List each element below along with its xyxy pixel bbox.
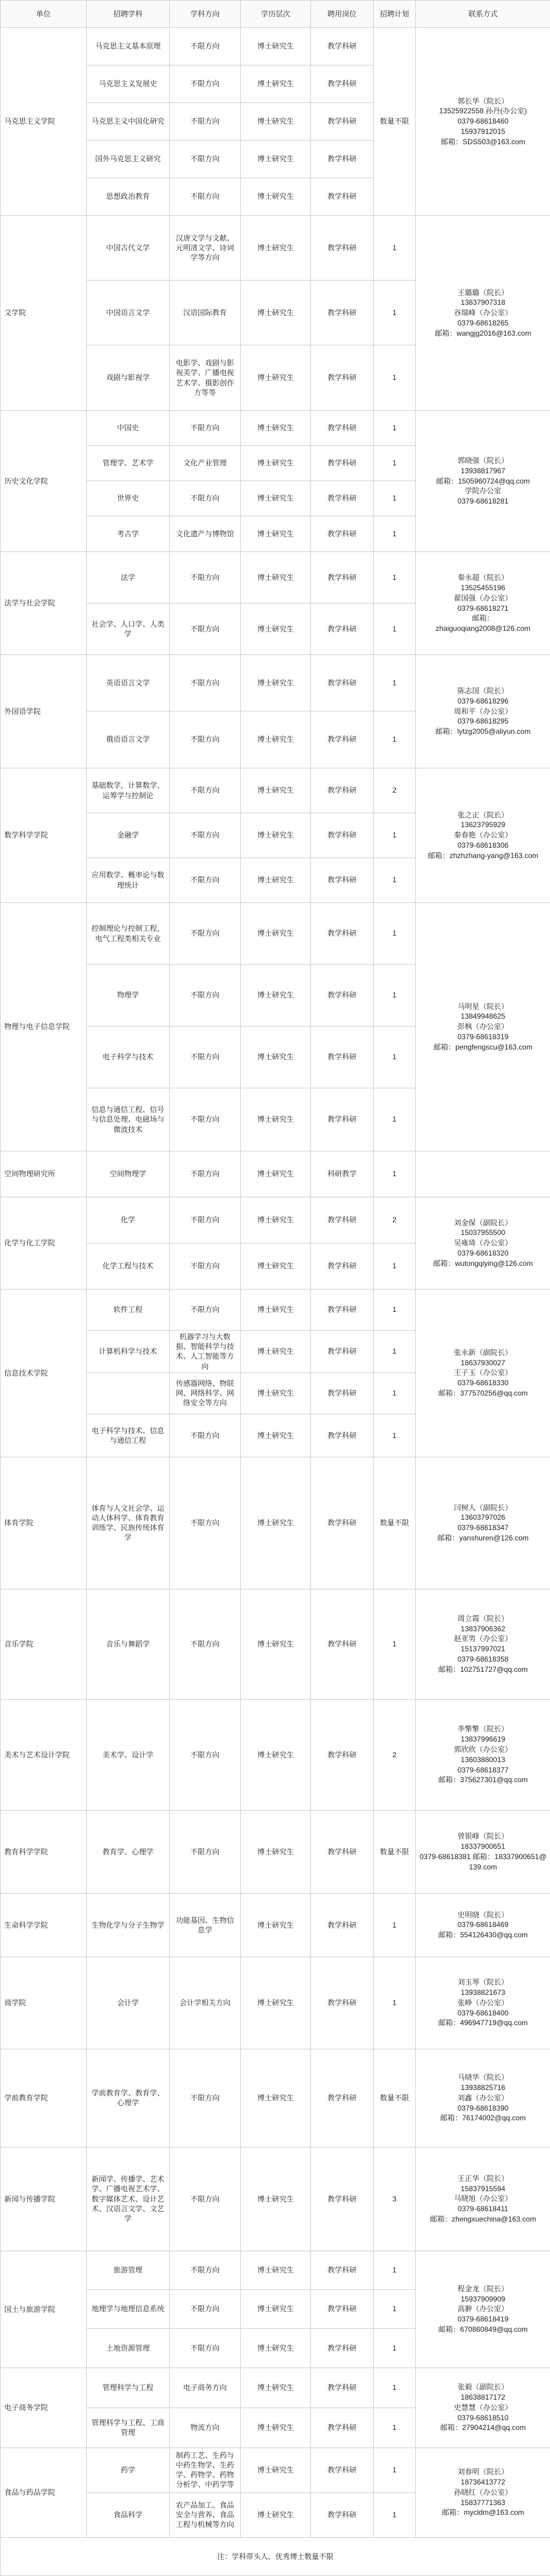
post-cell: 教学科研 [311, 2049, 374, 2147]
post-cell: 教学科研 [311, 216, 374, 281]
post-cell: 教学科研 [311, 711, 374, 768]
unit-name: 商学院 [1, 1957, 87, 2049]
contact-cell: 曾银峰（院长） 18337900651 0379-68618381 邮箱：18337900651@139.com [416, 1810, 550, 1893]
unit-name: 电子商务学院 [1, 2368, 87, 2448]
direction-cell: 不限方向 [170, 768, 241, 813]
plan-cell: 1 [374, 281, 416, 345]
subject-cell: 会计学 [87, 1957, 170, 2049]
contact-cell: 马明星（院长） 13849948625 彭枫（办公室） 0379-68618319 邮箱：pengfengscu@163.com [416, 903, 550, 1151]
plan-cell: 1 [374, 1088, 416, 1151]
unit-name: 文学院 [1, 216, 87, 411]
post-cell: 教学科研 [311, 1027, 374, 1088]
subject-cell: 中国语言文学 [87, 281, 170, 345]
plan-cell: 1 [374, 552, 416, 604]
plan-cell: 1 [374, 1290, 416, 1331]
plan-cell: 1 [374, 903, 416, 965]
contact-cell: 郭晓强（院长） 13938817967 邮箱：1505960724@qq.com 学院办公室 0379-68618281 [416, 411, 550, 552]
subject-cell: 药学 [87, 2448, 170, 2492]
plan-cell: 1 [374, 2408, 416, 2448]
degree-cell: 博士研究生 [241, 2147, 311, 2251]
footer-row [1, 2537, 550, 2575]
post-cell: 教学科研 [311, 1699, 374, 1810]
degree-cell: 博士研究生 [241, 141, 311, 178]
plan-cell: 1 [374, 1151, 416, 1197]
table-row [1, 2147, 550, 2251]
direction-cell: 电子商务方向 [170, 2368, 241, 2408]
post-cell: 教学科研 [311, 481, 374, 516]
header-unit: 单位 [1, 1, 87, 28]
contact-cell: 李擎擎（院长） 13837996619 郭欣欣（办公室） 13603880013 0379-68618377 邮箱：375627301@qq.com [416, 1699, 550, 1810]
direction-cell: 不限方向 [170, 1457, 241, 1589]
plan-cell: 1 [374, 711, 416, 768]
direction-cell: 不限方向 [170, 903, 241, 965]
post-cell: 教学科研 [311, 446, 374, 481]
subject-cell: 新闻学、传播学、艺术学、广播电视艺术学、数字媒体艺术、设计艺术、汉语言文学、文艺学 [87, 2147, 170, 2251]
header-direction: 学科方向 [170, 1, 241, 28]
table-row [1, 1589, 550, 1699]
post-cell: 教学科研 [311, 813, 374, 858]
degree-cell: 博士研究生 [241, 516, 311, 552]
direction-cell: 不限方向 [170, 481, 241, 516]
degree-cell: 博士研究生 [241, 411, 311, 446]
degree-cell: 博士研究生 [241, 2049, 311, 2147]
degree-cell: 博士研究生 [241, 552, 311, 604]
degree-cell: 博士研究生 [241, 1699, 311, 1810]
degree-cell: 博士研究生 [241, 2289, 311, 2328]
degree-cell: 博士研究生 [241, 903, 311, 965]
degree-cell: 博士研究生 [241, 178, 311, 216]
plan-cell: 1 [374, 1373, 416, 1414]
plan-cell: 数量不限 [374, 28, 416, 216]
subject-cell: 土地资源管理 [87, 2328, 170, 2368]
subject-cell: 管理学、艺术学 [87, 446, 170, 481]
direction-cell: 不限方向 [170, 1088, 241, 1151]
subject-cell: 地理学与地理信息系统 [87, 2289, 170, 2328]
post-cell: 教学科研 [311, 1331, 374, 1373]
direction-cell: 不限方向 [170, 65, 241, 103]
subject-cell: 马克思主义中国化研究 [87, 103, 170, 141]
contact-cell: 刘春明（院长） 18736413772 孙晓红（办公室） 15837771363 邮箱：mycldm@163.com [416, 2448, 550, 2537]
unit-name: 数学科学学院 [1, 768, 87, 903]
table-header-row [1, 1, 550, 28]
contact-cell [416, 1151, 550, 1197]
subject-cell: 应用数学、概率论与数理统计 [87, 858, 170, 903]
degree-cell: 博士研究生 [241, 345, 311, 411]
subject-cell: 化学工程与技术 [87, 1243, 170, 1290]
unit-name: 教育科学学院 [1, 1810, 87, 1893]
direction-cell: 不限方向 [170, 2147, 241, 2251]
direction-cell: 农产品加工、食品安全与营养、食品工程与机械等方向 [170, 2492, 241, 2537]
contact-cell: 史明晓（院长） 0379-68618469 邮箱：554126430@qq.com [416, 1893, 550, 1957]
direction-cell: 不限方向 [170, 858, 241, 903]
post-cell: 教学科研 [311, 178, 374, 216]
plan-cell: 1 [374, 1589, 416, 1699]
post-cell: 教学科研 [311, 28, 374, 65]
table-row [1, 1290, 550, 1331]
plan-cell: 1 [374, 1414, 416, 1457]
direction-cell: 不限方向 [170, 1810, 241, 1893]
header-plan: 招聘计划 [374, 1, 416, 28]
header-contact: 联系方式 [416, 1, 550, 28]
table-row [1, 216, 550, 281]
subject-cell: 戏剧与影视学 [87, 345, 170, 411]
subject-cell: 管理科学与工程、工商管理 [87, 2408, 170, 2448]
contact-cell: 张永新（副院长） 18637930027 王子玉（办公室） 0379-68618330 邮箱：377570256@qq.com [416, 1290, 550, 1457]
degree-cell: 博士研究生 [241, 1088, 311, 1151]
post-cell: 教学科研 [311, 1893, 374, 1957]
direction-cell: 机器学习与大数据、智能科学与技术、人工智能等方向 [170, 1331, 241, 1373]
direction-cell: 不限方向 [170, 552, 241, 604]
plan-cell: 1 [374, 2448, 416, 2492]
unit-name: 新闻与传播学院 [1, 2147, 87, 2251]
post-cell: 教学科研 [311, 2328, 374, 2368]
table-row [1, 2251, 550, 2289]
direction-cell: 物流方向 [170, 2408, 241, 2448]
direction-cell: 传感器网络、物联网、网络科学、网络安全等方向 [170, 1373, 241, 1414]
plan-cell: 1 [374, 655, 416, 711]
plan-cell: 2 [374, 1699, 416, 1810]
degree-cell: 博士研究生 [241, 28, 311, 65]
contact-cell: 王正华（院长） 15837915594 马晓旭（办公室） 0379-68618411 邮箱：zhengxuechina@163.com [416, 2147, 550, 2251]
degree-cell: 博士研究生 [241, 446, 311, 481]
post-cell: 教学科研 [311, 2408, 374, 2448]
contact-cell: 陈志国（院长） 0379-68618296 周和平（办公室） 0379-68618295 邮箱：lytzg2005@aliyun.com [416, 655, 550, 768]
contact-cell: 刘金保（副院长） 15037955500 吴雍琦（办公室） 0379-68618320 邮箱：wutongqiying@126.com [416, 1197, 550, 1290]
direction-cell: 制药工艺、生药与中药生物学、生药学、药物学、药物分析学、中药学等 [170, 2448, 241, 2492]
direction-cell: 不限方向 [170, 1699, 241, 1810]
table-row [1, 28, 550, 65]
subject-cell: 学前教育学、教育学、心理学 [87, 2049, 170, 2147]
post-cell: 教学科研 [311, 281, 374, 345]
subject-cell: 生物化学与分子生物学 [87, 1893, 170, 1957]
unit-name: 马克思主义学院 [1, 28, 87, 216]
table-row [1, 1457, 550, 1589]
unit-name: 化学与化工学院 [1, 1197, 87, 1290]
plan-cell: 2 [374, 1197, 416, 1243]
table-row [1, 655, 550, 711]
degree-cell: 博士研究生 [241, 481, 311, 516]
direction-cell: 不限方向 [170, 103, 241, 141]
subject-cell: 体育与人文社会学、运动人体科学、体育教育训练学、民族传统体育学 [87, 1457, 170, 1589]
plan-cell: 1 [374, 411, 416, 446]
subject-cell: 化学 [87, 1197, 170, 1243]
post-cell: 科研教学 [311, 1151, 374, 1197]
subject-cell [87, 1373, 170, 1414]
post-cell: 教学科研 [311, 1290, 374, 1331]
table-row [1, 1957, 550, 2049]
degree-cell: 博士研究生 [241, 655, 311, 711]
post-cell: 教学科研 [311, 1088, 374, 1151]
post-cell: 教学科研 [311, 1457, 374, 1589]
degree-cell: 博士研究生 [241, 1331, 311, 1373]
plan-cell: 1 [374, 2251, 416, 2289]
direction-cell: 不限方向 [170, 1589, 241, 1699]
direction-cell: 汉语国际教育 [170, 281, 241, 345]
unit-name: 空间物理研究所 [1, 1151, 87, 1197]
unit-name: 美术与艺术设计学院 [1, 1699, 87, 1810]
contact-cell: 程金龙（院长） 15937909909 高翀（办公室） 0379-68618419 邮箱：670860849@qq.com [416, 2251, 550, 2368]
unit-name: 法学与社会学院 [1, 552, 87, 655]
contact-cell: 闫树人（副院长） 13603797026 0379-68618347 邮箱：yanshuren@126.com [416, 1457, 550, 1589]
table-row [1, 2049, 550, 2147]
direction-cell: 不限方向 [170, 655, 241, 711]
subject-cell: 中国古代文学 [87, 216, 170, 281]
table-row [1, 1893, 550, 1957]
table-row [1, 768, 550, 813]
degree-cell: 博士研究生 [241, 1414, 311, 1457]
direction-cell: 不限方向 [170, 2049, 241, 2147]
post-cell: 教学科研 [311, 965, 374, 1027]
subject-cell: 电子科学与技术 [87, 1027, 170, 1088]
footer-note: 注：学科带头人、优秀博士数量不限 [1, 2537, 550, 2575]
table-row [1, 2368, 550, 2408]
plan-cell: 1 [374, 604, 416, 655]
degree-cell: 博士研究生 [241, 281, 311, 345]
post-cell: 教学科研 [311, 1957, 374, 2049]
unit-name: 学前教育学院 [1, 2049, 87, 2147]
subject-cell: 物理学 [87, 965, 170, 1027]
direction-cell: 不限方向 [170, 411, 241, 446]
table-row [1, 411, 550, 446]
plan-cell: 1 [374, 345, 416, 411]
table-body [1, 28, 550, 2538]
post-cell: 教学科研 [311, 2492, 374, 2537]
unit-name: 物理与电子信息学院 [1, 903, 87, 1151]
subject-cell: 食品科学 [87, 2492, 170, 2537]
degree-cell: 博士研究生 [241, 65, 311, 103]
table-row [1, 552, 550, 604]
post-cell: 教学科研 [311, 903, 374, 965]
degree-cell: 博士研究生 [241, 2251, 311, 2289]
plan-cell: 数量不限 [374, 1457, 416, 1589]
direction-cell: 功能基因、生物信息学 [170, 1893, 241, 1957]
post-cell: 教学科研 [311, 2251, 374, 2289]
direction-cell: 不限方向 [170, 28, 241, 65]
plan-cell: 1 [374, 813, 416, 858]
post-cell: 教学科研 [311, 1414, 374, 1457]
plan-cell: 数量不限 [374, 1810, 416, 1893]
direction-cell: 会计学相关方向 [170, 1957, 241, 2049]
degree-cell: 博士研究生 [241, 1589, 311, 1699]
contact-cell: 张之正（院长） 13623795929 秦春艳（办公室） 0379-68618306 邮箱：zhzhzhang-yang@163.com [416, 768, 550, 903]
post-cell: 教学科研 [311, 655, 374, 711]
subject-cell: 法学 [87, 552, 170, 604]
degree-cell: 博士研究生 [241, 2408, 311, 2448]
subject-cell: 计算机科学与技术 [87, 1331, 170, 1373]
post-cell: 教学科研 [311, 768, 374, 813]
degree-cell: 博士研究生 [241, 2492, 311, 2537]
direction-cell: 不限方向 [170, 1290, 241, 1331]
subject-cell: 美术学、设计学 [87, 1699, 170, 1810]
post-cell: 教学科研 [311, 516, 374, 552]
post-cell: 教学科研 [311, 345, 374, 411]
direction-cell: 不限方向 [170, 178, 241, 216]
subject-cell: 国外马克思主义研究 [87, 141, 170, 178]
header-degree: 学历层次 [241, 1, 311, 28]
direction-cell: 不限方向 [170, 141, 241, 178]
unit-name: 食品与药品学院 [1, 2448, 87, 2537]
subject-cell: 俄语语言文学 [87, 711, 170, 768]
table-row [1, 1810, 550, 1893]
unit-name: 外国语学院 [1, 655, 87, 768]
degree-cell: 博士研究生 [241, 1151, 311, 1197]
degree-cell: 博士研究生 [241, 1197, 311, 1243]
subject-cell: 思想政治教育 [87, 178, 170, 216]
direction-cell: 不限方向 [170, 1243, 241, 1290]
direction-cell: 电影学、戏剧与影视美学、广播电视艺术学、摄影创作方等等 [170, 345, 241, 411]
subject-cell: 控制理论与控制工程，电气工程类相关专业 [87, 903, 170, 965]
plan-cell: 1 [374, 481, 416, 516]
direction-cell: 不限方向 [170, 1027, 241, 1088]
subject-cell: 基础数学，计算数学，运筹学与控制论 [87, 768, 170, 813]
contact-cell: 张毅（副院长） 18638817172 史慧慧（办公室） 0379-68618510 邮箱：27904214@qq.com [416, 2368, 550, 2448]
post-cell: 教学科研 [311, 604, 374, 655]
unit-name: 信息技术学院 [1, 1290, 87, 1457]
post-cell: 教学科研 [311, 1373, 374, 1414]
degree-cell: 博士研究生 [241, 1457, 311, 1589]
degree-cell: 博士研究生 [241, 1810, 311, 1893]
subject-cell: 空间物理学 [87, 1151, 170, 1197]
degree-cell: 博士研究生 [241, 1290, 311, 1331]
header-post: 聘用岗位 [311, 1, 374, 28]
table-row [1, 1699, 550, 1810]
plan-cell: 1 [374, 216, 416, 281]
subject-cell: 软件工程 [87, 1290, 170, 1331]
degree-cell: 博士研究生 [241, 965, 311, 1027]
plan-cell: 3 [374, 2147, 416, 2251]
degree-cell: 博士研究生 [241, 216, 311, 281]
post-cell: 教学科研 [311, 2368, 374, 2408]
table-row [1, 1151, 550, 1197]
subject-cell: 世界史 [87, 481, 170, 516]
post-cell: 教学科研 [311, 2147, 374, 2251]
degree-cell: 博士研究生 [241, 1373, 311, 1414]
plan-cell: 1 [374, 2328, 416, 2368]
table-row [1, 2448, 550, 2492]
plan-cell: 1 [374, 516, 416, 552]
subject-cell: 电子科学与技术、信息与通信工程 [87, 1414, 170, 1457]
degree-cell: 博士研究生 [241, 2368, 311, 2408]
degree-cell: 博士研究生 [241, 1243, 311, 1290]
degree-cell: 博士研究生 [241, 858, 311, 903]
direction-cell: 不限方向 [170, 2289, 241, 2328]
post-cell: 教学科研 [311, 103, 374, 141]
post-cell: 教学科研 [311, 1197, 374, 1243]
plan-cell: 1 [374, 1893, 416, 1957]
subject-cell: 管理科学与工程 [87, 2368, 170, 2408]
post-cell: 教学科研 [311, 65, 374, 103]
degree-cell: 博士研究生 [241, 1893, 311, 1957]
table-row [1, 903, 550, 965]
direction-cell: 不限方向 [170, 1151, 241, 1197]
plan-cell: 数量不限 [374, 2049, 416, 2147]
post-cell: 教学科研 [311, 1810, 374, 1893]
direction-cell: 不限方向 [170, 1197, 241, 1243]
contact-cell: 刘玉琴（院长） 13938821673 张峥（办公室） 0379-68618400 邮箱：496947719@qq.com [416, 1957, 550, 2049]
degree-cell: 博士研究生 [241, 2328, 311, 2368]
unit-name: 历史文化学院 [1, 411, 87, 552]
contact-cell: 秦永超（院长） 13525455196 翟国强（办公室） 0379-68618271 邮箱： zhaiguoqiang2008@126.com [416, 552, 550, 655]
plan-cell: 1 [374, 1331, 416, 1373]
degree-cell: 博士研究生 [241, 813, 311, 858]
direction-cell: 汉唐文学与文献、元明清文学、诗词学等方向 [170, 216, 241, 281]
direction-cell: 文化遗产与博物馆 [170, 516, 241, 552]
plan-cell: 1 [374, 965, 416, 1027]
subject-cell: 信息与通信工程、信号与信息处理、电磁场与微波技术 [87, 1088, 170, 1151]
subject-cell: 马克思主义基本原理 [87, 28, 170, 65]
unit-name: 生命科学学院 [1, 1893, 87, 1957]
direction-cell: 不限方向 [170, 604, 241, 655]
plan-cell: 1 [374, 2492, 416, 2537]
direction-cell: 不限方向 [170, 2328, 241, 2368]
direction-cell: 不限方向 [170, 711, 241, 768]
degree-cell: 博士研究生 [241, 711, 311, 768]
post-cell: 教学科研 [311, 2289, 374, 2328]
degree-cell: 博士研究生 [241, 2448, 311, 2492]
contact-cell: 王璐璐（院长） 13837907318 谷瑞峰（办公室） 0379-68618265 邮箱：wangjg2016@163.com [416, 216, 550, 411]
direction-cell: 不限方向 [170, 1414, 241, 1457]
post-cell: 教学科研 [311, 141, 374, 178]
subject-cell: 旅游管理 [87, 2251, 170, 2289]
plan-cell: 2 [374, 768, 416, 813]
plan-cell: 1 [374, 1243, 416, 1290]
post-cell: 教学科研 [311, 858, 374, 903]
degree-cell: 博士研究生 [241, 103, 311, 141]
post-cell: 教学科研 [311, 1589, 374, 1699]
degree-cell: 博士研究生 [241, 768, 311, 813]
contact-cell: 郭长华（院长） 13525922558 孙丹(办公室) 0379-68618460 15937912015 邮箱：SDS503@163.com [416, 28, 550, 216]
subject-cell: 社会学、人口学、人类学 [87, 604, 170, 655]
direction-cell: 文化产业管理 [170, 446, 241, 481]
degree-cell: 博士研究生 [241, 1027, 311, 1088]
subject-cell: 英语语言文学 [87, 655, 170, 711]
plan-cell: 1 [374, 2289, 416, 2328]
post-cell: 教学科研 [311, 2448, 374, 2492]
subject-cell: 中国史 [87, 411, 170, 446]
subject-cell: 音乐与舞蹈学 [87, 1589, 170, 1699]
contact-cell: 周立霞（院长） 13837906362 赵亚男（办公室） 15137997021 0379-68618358 邮箱：102751727@qq.com [416, 1589, 550, 1699]
plan-cell: 1 [374, 446, 416, 481]
header-subject: 招聘学科 [87, 1, 170, 28]
unit-name: 体育学院 [1, 1457, 87, 1589]
post-cell: 教学科研 [311, 552, 374, 604]
subject-cell: 教育学、心理学 [87, 1810, 170, 1893]
table-row [1, 1197, 550, 1243]
subject-cell: 考古学 [87, 516, 170, 552]
subject-cell: 马克思主义发展史 [87, 65, 170, 103]
contact-cell: 马晓华（院长） 13938825716 刘鑫（办公室） 0379-68618390 邮箱：76174002@qq.com [416, 2049, 550, 2147]
direction-cell: 不限方向 [170, 965, 241, 1027]
plan-cell: 1 [374, 858, 416, 903]
degree-cell: 博士研究生 [241, 1957, 311, 2049]
unit-name: 国土与旅游学院 [1, 2251, 87, 2368]
direction-cell: 不限方向 [170, 2251, 241, 2289]
post-cell: 教学科研 [311, 1243, 374, 1290]
unit-name: 音乐学院 [1, 1589, 87, 1699]
plan-cell: 1 [374, 1027, 416, 1088]
subject-cell: 金融学 [87, 813, 170, 858]
degree-cell: 博士研究生 [241, 604, 311, 655]
post-cell: 教学科研 [311, 411, 374, 446]
direction-cell: 不限方向 [170, 813, 241, 858]
plan-cell: 1 [374, 2368, 416, 2408]
plan-cell: 1 [374, 1957, 416, 2049]
